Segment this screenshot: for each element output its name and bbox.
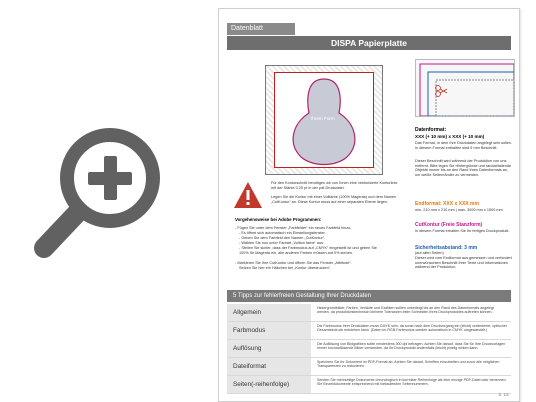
tip-label: Dateiformat [227,358,311,375]
tip-label: Seiten(-reihenfolge) [227,376,311,393]
safety-heading: Sicherheitsabstand: 3 mm [415,245,478,251]
endformat-text: min. 210 mm x 210 mm | max. 3000 mm x 1500 mm [415,208,503,212]
datasheet-tab: Datenblatt [227,23,295,35]
safety-text: Dieser wird vom Endformat aus gemessen und verhindert unerwünschten Beschnitt Ihrer Texte und Informationen während der Produktion. [415,256,512,270]
howto-step: 100% für Magenta ein, alle anderen Farben müssen auf 0% stehen. [239,251,353,255]
tip-row [227,304,511,322]
howto-step: - Markieren Sie Ihre CutKontur und öffnen Sie das Fenster „Attribute“. [235,261,352,265]
magnifier-plus-icon [30,120,170,260]
tip-row [227,358,511,376]
format-text-2: Dieser Beschnitt wird während der Produktion von uns entfernt. Bitte legen Sie Hintergründe und randabfallende Objekte immer bis an den Rand Ihres Datenformats an, um weiße Seitenränder zu vermeiden. [415,159,512,177]
format-frame [274,72,374,168]
corner-detail-figure [415,59,515,117]
tip-row [227,322,511,340]
howto-step: - Es öffnet sich automatisch ein Einstellungsfenster. [239,231,326,235]
tip-text: Die Auflösung von Bildgrafiken sollte mindestens 300 dpi betragen. Achten Sie darauf, dass Sie für Ihre Druckvorlagen immer hochauflösende Bilder verwenden, da Ihr Druckprodukt andernfalls (leicht) pixelig wirken kann. [317,342,506,351]
zoom-button[interactable] [30,120,170,260]
intro-text: Für den Konturschnitt benötigen wir von Ihnen eine vektorisierte Konturlinie mit der Stärke 0,25 pt in der pdf-Druckdatei. [271,181,398,190]
tip-text: Senden Sie mehrseitige Dokumente chronologisch in korrekter Reihenfolge als eine einzige PDF-Datei oder benennen Sie Einzeldokumente entsprechend mit fortlaufenden Seitennummern. [317,378,506,387]
format-heading: Datenformat: [415,127,447,133]
tip-text: Die Farbmodus Ihrer Druckdaten muss CMYK sein, da sonst nach dem Druckvorgang ein (leicht) veränderter, optischer Gesamteindruck entstehen kann. (Daten im RGB-Farbmodus werden automatisch in CMYK umgewandelt.) [317,324,507,333]
tip-text: Speichern Sie Ihr Dokument im PDF-Format ab. Achten Sie darauf, Schriften einzubetten und zuvor alle möglichen Transparenzen zu reduzieren. [317,360,500,369]
tip-row [227,376,511,394]
datasheet-page [218,8,520,402]
tip-label: Allgemein [227,304,311,321]
page-number: S. 1/1 [498,392,509,397]
howto-step: - Wählen Sie nun unter Farbart „Vollton farbe“ aus. [239,241,325,245]
tip-row [227,340,511,358]
tip-text: Hintergrundbilder, Farben, Verläufe und Grafiken sollten unbedingt bis an den Rand des Datenformats angelegt werden, da produktionstechnisch kleinere Toleranzen beim Schneiden Ihres Druckproduktes auftreten können. [317,306,495,315]
cut-contour-figure [265,65,383,175]
howto-step: - Geben Sie dem Farbfeld den Namen „CutKontur“. [239,236,326,240]
figure-label: Ihrem Form [311,116,335,121]
howto-step: Setzen Sie hier ein Häkchen bei „Kontur überdrucken“. [239,266,332,270]
tip-label: Farbmodus [227,322,311,339]
howto-step: - Fügen Sie unter dem Fenster „Farbfelder“ ein neues Farbfeld hinzu. [235,226,352,230]
howto-heading: Vorgehensweise bei Adobe Programmen: [235,217,322,222]
howto-step: - Stellen Sie sicher, dass der Farbmodus auf „CMYK“ eingestellt ist und geben Sie [239,246,377,250]
cut-heading: CutKontur (Freie Stanzform) [415,222,483,228]
cut-text: In diesem Format erhalten Sie Ihr fertiges Druckprodukt. [415,229,510,233]
tips-heading: 5 Tipps zur fehlerfreien Gestaltung Ihrer Druckdaten [227,290,511,302]
safety-sub: (auf allen Seiten) [415,251,444,255]
intro-text-2: Legen Sie die Kontur mit einer Vollfarbe (100% Magenta) und dem Namen „CutKontur“ an. Diese Kontur muss auf einer separaten Ebene liegen. [271,195,397,204]
tip-label: Auflösung [227,340,311,357]
format-value: XXX (+ 10 mm) x XXX (+ 10 mm) [415,134,485,139]
warning-icon [233,181,263,209]
corner-detail-icon [416,60,514,116]
format-text: Das Format, in dem Ihre Druckdaten angelegt sein sollen. In diesem Format enthalten sind 5 mm Beschnitt. [415,141,513,150]
product-title: DISPA Papierplatte [227,36,511,50]
endformat-heading: Endformat: XXX x XXX mm [415,201,479,207]
